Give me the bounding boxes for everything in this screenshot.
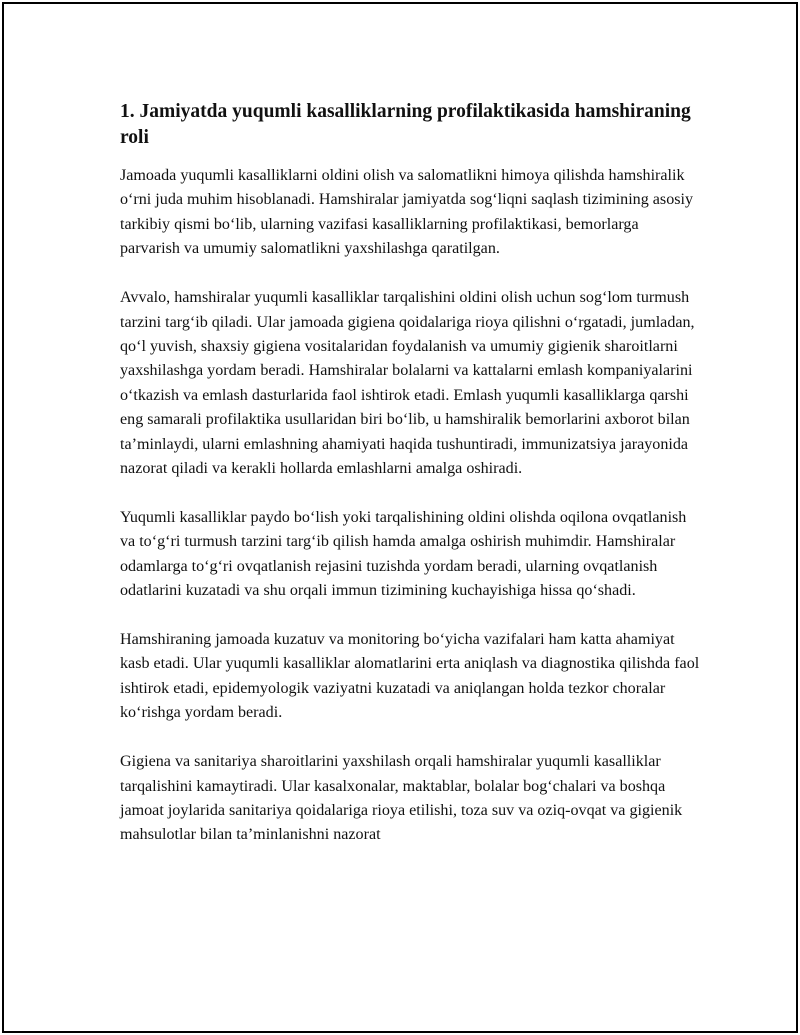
paragraph-4: Hamshiraning jamoada kuzatuv va monitoring boʻyicha vazifalari ham katta ahamiyat kasb etadi. Ular yuqumli kasalliklar alomatlarini erta aniqlash va diagnostika qilishda faol ishtirok etadi, epidemyologik vaziyatni kuzatadi va aniqlangan holda tezkor choralar koʻrishga yordam beradi. bbox=[120, 631, 700, 722]
section-heading: 1. Jamiyatda yuqumli kasalliklarning profilaktikasida hamshiraning roli bbox=[120, 101, 691, 148]
paragraph-3: Yuqumli kasalliklar paydo boʻlish yoki tarqalishining oldini olishda oqilona ovqatlanish va toʻgʻri turmush tarzini targʻib qilish hamda amalga oshirish muhimdir. Hamshiralar odamlarga toʻgʻri ovqatlanish rejasini tuzishda yordam beradi, ularning ovqatlanish odatlarini kuzatadi va shu orqali immun tizimining kuchayishiga hissa qoʻshadi. bbox=[120, 508, 687, 600]
paragraph-1: Jamoada yuqumli kasalliklarni oldini olish va salomatlikni himoya qilishda hamshiralik oʻrni juda muhim hisoblanadi. Hamshiralar jamiyatda sogʻliqni saqlash tizimining asosiy tarkibiy qismi boʻlib, ularning vazifasi kasalliklarning profilaktikasi, bemorlarga parvarish va umumiy salomatlikni yaxshilashga qaratilgan. bbox=[120, 167, 694, 258]
paragraph-5: Gigiena va sanitariya sharoitlarini yaxshilash orqali hamshiralar yuqumli kasalliklar tarqalishini kamaytiradi. Ular kasalxonalar, maktablar, bolalar bogʻchalari va boshqa jamoat joylarida sanitariya qoidalariga rioya etilishi, toza suv va oziq-ovqat va gigienik mahsulotlar bilan taʼminlanishni nazorat bbox=[120, 753, 683, 844]
paragraph-2: Avvalo, hamshiralar yuqumli kasalliklar tarqalishini oldini olish uchun sogʻlom turmush tarzini targʻib qiladi. Ular jamoada gigiena qoidalariga rioya qilishni oʻrgatadi, jumladan, qoʻl yuvish, shaxsiy gigiena vositalaridan foydalanish va umumiy gigienik sharoitlarni yaxshilashga yordam beradi. Hamshiralar bolalarni va kattalarni emlash kompaniyalarini oʻtkazish va emlash dasturlarida faol ishtirok etadi. Emlash yuqumli kasalliklarga qarshi eng samarali profilaktika usullaridan biri boʻlib, u hamshiralik bemorlarini axborot bilan taʼminlaydi, ularni emlashning ahamiyati haqida tushuntiradi, immunizatsiya jarayonida nazorat qiladi va kerakli hollarda emlashlarni amalga oshiradi. bbox=[120, 289, 695, 477]
document-body bbox=[120, 99, 700, 872]
document-page bbox=[2, 2, 798, 1033]
